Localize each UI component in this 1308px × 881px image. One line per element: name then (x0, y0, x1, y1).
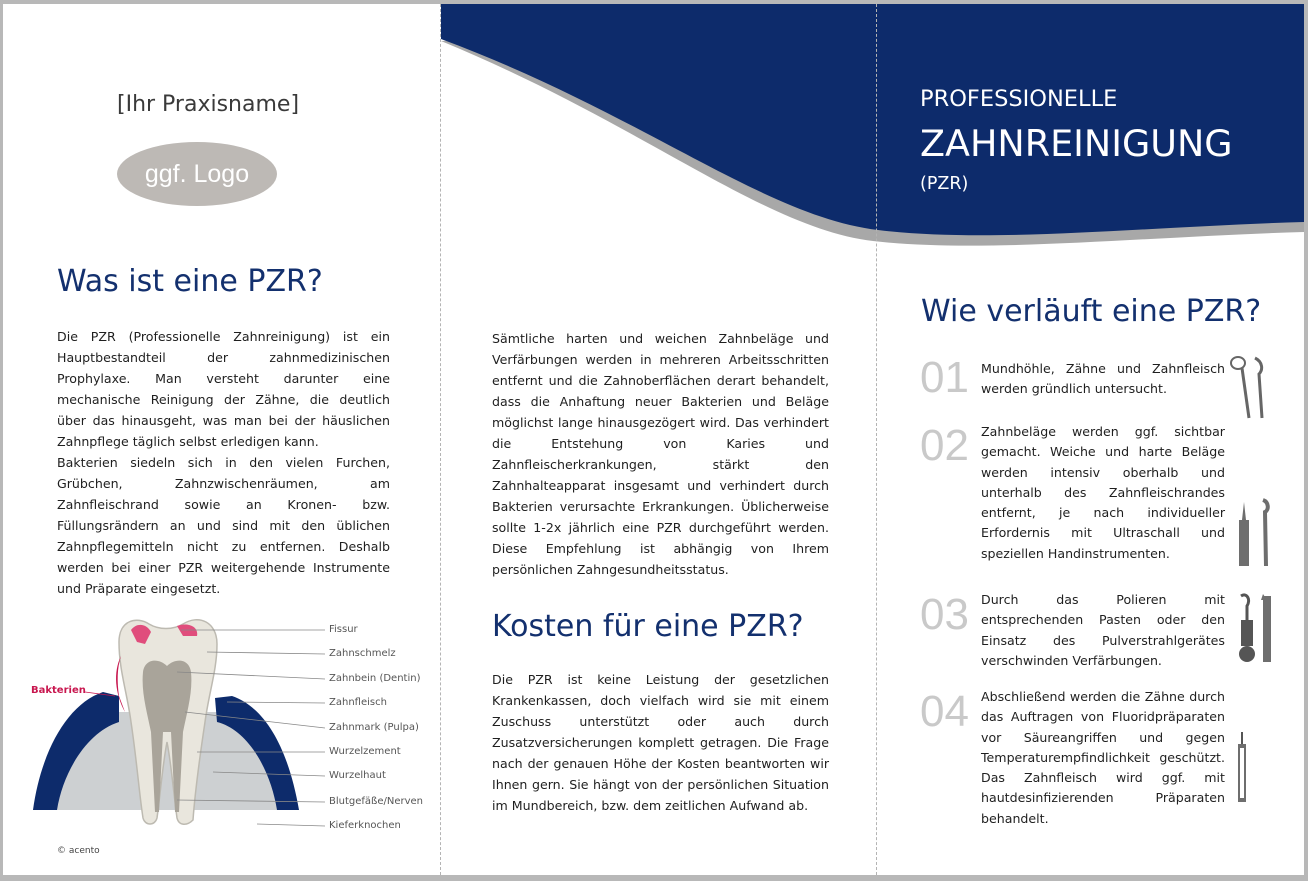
label-dentin: Zahnbein (Dentin) (329, 673, 421, 684)
step-text-2: Zahnbeläge werden ggf. sichtbar gemacht. Weiche und harte Beläge werden intensiv oberhalb und unterhalb des Zahnfleischrandes entfernt, je nach individueller Erfordernis mit Ultraschall und speziellen Handinstrumenten. (981, 424, 1225, 561)
scaler-icon (1233, 496, 1275, 568)
heading-what-is-pzr: Was ist eine PZR? (57, 264, 323, 299)
label-bacteria: Bakterien (31, 685, 86, 696)
tooth-diagram (27, 612, 327, 842)
fold-line-2 (876, 4, 877, 875)
paragraph-bacteria: Bakterien siedeln sich in den vielen Furchen, Grübchen, Zahnzwischenräumen, am Zahnfleischrand sowie an Kronen- bzw. Füllungsrändern an und sind mit den üblichen Zahnpflegemitteln nicht zu entfernen. Deshalb werden bei einer PZR weitergehende Instrumente und Präparate eingesetzt. (57, 455, 390, 596)
logo-placeholder: ggf. Logo (117, 142, 277, 206)
mirror-probe-icon (1229, 354, 1269, 420)
applicator-icon (1235, 730, 1251, 804)
label-pulp: Zahnmark (Pulpa) (329, 722, 419, 733)
fold-line-1 (440, 4, 441, 875)
label-vessels-nerves: Blutgefäße/Nerven (329, 796, 424, 807)
brochure-sheet (3, 4, 1304, 875)
heading-process: Wie verläuft eine PZR? (921, 294, 1262, 329)
label-fissure: Fissur (329, 624, 358, 635)
step-number-1: 01 (920, 353, 969, 402)
paragraph-costs: Die PZR ist keine Leistung der gesetzlichen Krankenkassen, doch vielfach wird sie mit einem Zuschuss unterstützt oder auch durch Zusatzversicherungen komplett getragen. Die Frage nach der genauen Höhe der Kosten beantworten wir Ihnen gern. Sie hängt von der persönlichen Situation im Mundbereich, bzw. dem zeitlichen Aufwand ab. (492, 672, 829, 813)
paragraph-what-is-pzr: Die PZR (Professionelle Zahnreinigung) ist ein Hauptbestandteil der zahnmedizinischen Prophylaxe. Man versteht darunter eine mechanische Reinigung der Zähne, die deutlich über das hinausgeht, was man bei der häuslichen Zahnpflege täglich selbst erledigen kann. (57, 329, 390, 449)
title-professionelle: PROFESSIONELLE (920, 86, 1118, 112)
step-number-4: 04 (920, 687, 969, 736)
step-number-3: 03 (920, 590, 969, 639)
title-zahnreinigung: ZAHNREINIGUNG (920, 122, 1233, 165)
step-text-4: Abschließend werden die Zähne durch das Auftragen von Fluoridpräparaten vor Säureangriffen und gegen Temperaturempfindlichkeit geschützt. Das Zahnfleisch wird ggf. mit hautdesinfizierenden Präparaten behandelt. (981, 689, 1225, 826)
step-text-3: Durch das Polieren mit entsprechenden Pasten oder den Einsatz des Pulverstrahlgerätes verschwinden Verfärbungen. (981, 592, 1225, 668)
label-root-membrane: Wurzelhaut (329, 770, 386, 781)
heading-costs: Kosten für eine PZR? (492, 609, 804, 644)
polisher-icon (1235, 590, 1275, 666)
wave-navy (441, 4, 1304, 235)
label-enamel: Zahnschmelz (329, 648, 396, 659)
paragraph-treatment: Sämtliche harten und weichen Zahnbeläge und Verfärbungen werden in mehreren Arbeitsschritten entfernt und die Zahnoberflächen derart behandelt, dass die Anhaftung neuer Bakterien und Beläge möglichst lange hinausgezögert wird. Das verhindert die Entstehung von Karies und Zahnfleischerkrankungen, stärkt den Zahnhalteapparat insgesamt und verhindert durch Bakterien verursachte Erkrankungen. Üblicherweise sollte 1-2x jährlich eine PZR durchgeführt werden. Diese Empfehlung ist abhängig von Ihrem persönlichen Zahngesundheitsstatus. (492, 331, 829, 577)
step-number-2: 02 (920, 421, 969, 470)
label-jaw-bone: Kieferknochen (329, 820, 401, 831)
title-pzr-tag: (PZR) (920, 174, 969, 194)
copyright-note: © acento (57, 846, 100, 856)
label-gum: Zahnfleisch (329, 697, 387, 708)
step-text-1: Mundhöhle, Zähne und Zahnfleisch werden gründlich untersucht. (981, 361, 1225, 397)
practice-name: [Ihr Praxisname] (117, 92, 300, 117)
label-root-cement: Wurzelzement (329, 746, 401, 757)
